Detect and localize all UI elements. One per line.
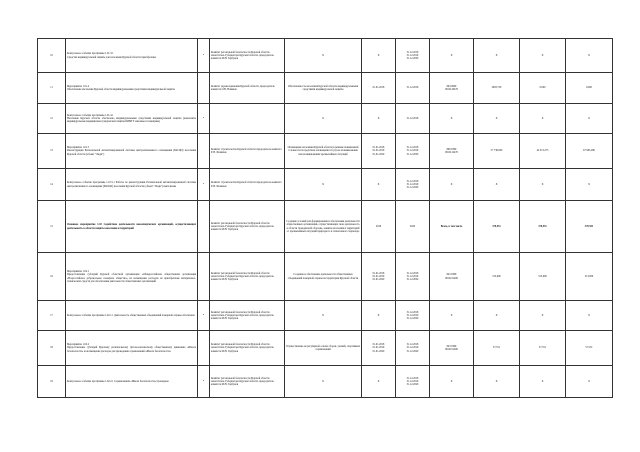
budget-code: 804 0909 0910110470 (430, 73, 474, 104)
executor: Комитет регональной безопасности Курской области заместитель Губернатора Курской области, председатель комитета М.Н. Горбунов (210, 331, 285, 366)
executor (210, 104, 285, 134)
executor: Комитет регональной безопасности Курской области заместитель Губернатора Курской области, председатель комитета М.Н. Горбунов (210, 366, 285, 398)
expected-result: X (285, 39, 362, 73)
executor: Комитет строительства Курской области председатель комитета Р. В. Фомичев (210, 134, 285, 169)
amount-year-2: 0,000 (520, 73, 566, 104)
expected-result: X (285, 169, 362, 201)
expected-result: Обеспеченность населения Курской области индивидуальными средствами индивидуальной защиты (285, 73, 362, 104)
budget-code: 843 0309 0910211400 (430, 253, 474, 301)
amount-year-3: X (566, 169, 613, 201)
start-date: X (362, 104, 396, 134)
end-date: 31.12.2018 31.12.2019 31.12.2020 (396, 169, 430, 201)
budget-code: X (430, 39, 474, 73)
amount-year-2: X (520, 169, 566, 201)
amount-year-3: X (566, 39, 613, 73)
executor: Комитет регональной безопасности Курской области заместитель Губернатора Курской области, председатель комитета М.Н. Горбунов (210, 253, 285, 301)
start-date: X (362, 301, 396, 331)
event-name: Мероприятие 1.02.2 Предоставление субсидий Курскому региональному Детско-юношескому общественному движению «Школа безопасности» на возмещение расходов для проведения соревнований «Школа безопасности» (66, 331, 198, 366)
start-date: 01.01.2018 01.01.2019 01.01.2020 (362, 253, 396, 301)
amount-year-1: X (474, 39, 520, 73)
row-number: 12 (38, 104, 66, 134)
end-date: 31.12.2018 31.12.2019 31.12.2020 (396, 253, 430, 301)
table-row (38, 331, 613, 366)
end-date: 31.12.2018 (396, 104, 430, 134)
table-row (38, 73, 613, 104)
marker: * (198, 169, 210, 201)
amount-year-3: 67 965,280 (566, 134, 613, 169)
executor: Комитет регональной безопасности Курской области заместитель Губернатора Курской области, председатель комитета М.Н. Горбунов (210, 39, 285, 73)
amount-year-3: 370,551 (566, 201, 613, 253)
table-row (38, 39, 613, 73)
amount-year-2: 57,551 (520, 331, 566, 366)
marker: * (198, 366, 210, 398)
expected-result: Создание и обеспечение деятельности общественных объединений пожарной охраны на территории Курской области (285, 253, 362, 301)
row-number: 11 (38, 73, 66, 104)
budget-code: 808 0309 0910112470 (430, 134, 474, 169)
start-date: X (362, 366, 396, 398)
end-date: 31.12.2018 31.12.2019 31.12.2020 (396, 134, 430, 169)
amount-year-1: X (474, 104, 520, 134)
table-row (38, 301, 613, 331)
marker (198, 253, 210, 301)
row-number: 17 (38, 301, 66, 331)
budget-code: 843 0309 0910211400 (430, 331, 474, 366)
table-row (38, 104, 613, 134)
executor: Комитет регональной безопасности Курской области заместитель Губернатора Курской области, председатель комитета М.Н. Горбунов (210, 201, 285, 253)
amount-year-3: X (566, 301, 613, 331)
marker (198, 73, 210, 104)
amount-year-1: X (474, 301, 520, 331)
event-name: Контрольное событие программы 1.01.3.1 Средства индивидуальной защиты для населения Курской области приобретены (66, 39, 198, 73)
table-row (38, 366, 613, 398)
amount-year-2: 370,551 (520, 201, 566, 253)
start-date: X (362, 39, 396, 73)
amount-year-2: X (520, 39, 566, 73)
end-date: 31.12.2018 (396, 73, 430, 104)
row-number: 18 (38, 331, 66, 366)
amount-year-3: X (566, 366, 613, 398)
executor: Комитет регональной безопасности Курской области заместитель Губернатора Курской области, председатель комитета М.Н. Горбунов (210, 301, 285, 331)
amount-year-2: X (520, 366, 566, 398)
budget-code: X (430, 301, 474, 331)
amount-year-3: 0,000 (566, 73, 613, 104)
event-name: Основное мероприятие 1.02 Содействие деятельности некоммерческих организаций, осуществляющих деятельность в области защиты населения и территорий (66, 201, 198, 253)
event-name: Мероприятие 1.02.1 Предоставление субсидий Курской областной организации «Общероссийская общественная организация «Всероссийское добровольное пожарное общество» на возмещение расходов на приобретение материально-технических средств для обеспечения деятельности общественных организаций (66, 253, 198, 301)
end-date: 31.12.2018 31.12.2019 31.12.2020 (396, 331, 430, 366)
expected-result: Оповещение населения Курской области в режиме повышенной готовности посредством оповещения об угрозе возникновения или возникновении чрезвычайных ситуаций (285, 134, 362, 169)
marker: * (198, 301, 210, 331)
expected-result: Осуществление на регулярной основе сборов, учений, спортивных соревнований (285, 331, 362, 366)
amount-year-1: 2093,750 (474, 73, 520, 104)
event-name: Контрольное событие программы 1.01.4.1 Население Курской области обеспечено индивидуальными средствами индивидуальной защиты (комплекты индивидуальные медицинские гражданской защиты КИМГЗ заказаны и помещены) (66, 104, 198, 134)
amount-year-1: X (474, 366, 520, 398)
row-number: 10 (38, 39, 66, 73)
amount-year-3: 57,551 (566, 331, 613, 366)
marker (198, 331, 210, 366)
amount-year-3: X (566, 104, 613, 134)
row-number: 13 (38, 134, 66, 169)
amount-year-1: X (474, 169, 520, 201)
event-name: Контрольное событие программы 1.01.5.1 Работы по реконструкции Региональной автоматизированной системы централизованного оповещения (РАСЦО) населения Курской области (объект "Люди") выполнены (66, 169, 198, 201)
table-row (38, 253, 613, 301)
executor: Комитет здравоохранения Курской области, председатель комитета О.В. Новиков (210, 73, 285, 104)
budget-code: Всего, в том числе (430, 201, 474, 253)
amount-year-1: 57,551 (474, 331, 520, 366)
start-date: 01.01.2018 (362, 73, 396, 104)
row-number: 14 (38, 169, 66, 201)
row-number: 19 (38, 366, 66, 398)
expected-result: X (285, 366, 362, 398)
amount-year-2: 313,000 (520, 253, 566, 301)
event-name: Мероприятие 1.01.4 Обеспечение населения Курской области индивидуальными средствами индивидуальной защиты (66, 73, 198, 104)
table-row (38, 134, 613, 169)
end-date: 2020 (396, 201, 430, 253)
event-name: Мероприятие 1.01.5 Реконструкция Региональной автоматизированной системы централизованного оповещения (РАСЦО) населения Курской области (объект "Люди") (66, 134, 198, 169)
amount-year-1: 370,551 (474, 201, 520, 253)
end-date: 31.12.2018 31.12.2019 31.12.2020 (396, 39, 430, 73)
start-date: 2018 (362, 201, 396, 253)
marker (198, 201, 210, 253)
row-number: 16 (38, 253, 66, 301)
start-date: 01.01.2018 01.01.2019 01.01.2020 (362, 331, 396, 366)
event-name: Контрольное событие программы 1.02.1.1 Деятельность общественных объединений пожарной охраны обеспечена (66, 301, 198, 331)
executor: Комитет строительства Курской области председатель комитета Р. В. Фомичев (210, 169, 285, 201)
marker (198, 134, 210, 169)
budget-code: X (430, 366, 474, 398)
row-number: 15 (38, 201, 66, 253)
amount-year-2: X (520, 301, 566, 331)
marker: * (198, 104, 210, 134)
expected-result: X (285, 301, 362, 331)
budget-code: X (430, 104, 474, 134)
amount-year-2: X (520, 104, 566, 134)
amount-year-1: 313,000 (474, 253, 520, 301)
event-name: Контрольное событие программы 1.02.2.1 Соревнования «Школа безопасности» проведены (66, 366, 198, 398)
program-table (37, 38, 613, 398)
budget-code: X (430, 169, 474, 201)
amount-year-1: 57 736,000 (474, 134, 520, 169)
end-date: 31.12.2018 31.12.2019 31.12.2020 (396, 301, 430, 331)
table-row (38, 169, 613, 201)
end-date: 31.12.2018 31.12.2019 31.12.2020 (396, 366, 430, 398)
expected-result: X (285, 104, 362, 134)
amount-year-2: 44 313,275 (520, 134, 566, 169)
expected-result: Создание условий для формирования и обеспечения деятельности общественных организаций, осуществляющих свою деятельность в области гражданской обороны, защиты населения и территорий от чрезвычайных ситуаций природного и техногенного характера (285, 201, 362, 253)
amount-year-3: 313,000 (566, 253, 613, 301)
start-date: 01.01.2018 01.01.2019 01.01.2020 (362, 134, 396, 169)
marker: * (198, 39, 210, 73)
table-row (38, 201, 613, 253)
start-date: X (362, 169, 396, 201)
